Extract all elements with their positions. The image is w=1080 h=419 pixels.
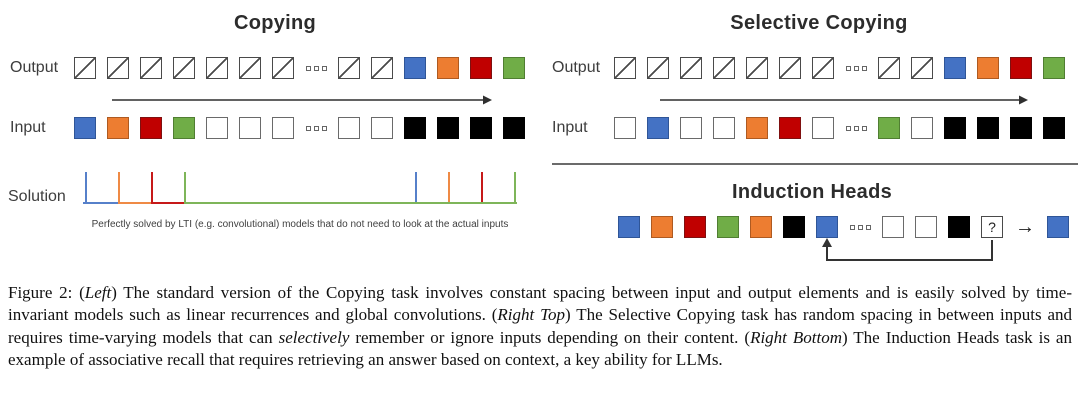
blank-token (206, 117, 228, 139)
token-green (1043, 57, 1065, 79)
caption-segment-italic: Right Top (497, 305, 565, 325)
solution-spike-green (184, 172, 186, 202)
token-green (717, 216, 739, 238)
ellipsis-dot (866, 225, 871, 230)
caption-segment: Figure 2: ( (8, 283, 85, 302)
solution-spike-blue (415, 172, 417, 202)
blank-token (614, 117, 636, 139)
ellipsis-dot (854, 66, 859, 71)
copy-direction-arrow-right (660, 96, 1028, 105)
ellipsis-dot (306, 126, 311, 131)
copying-title: Copying (233, 12, 317, 34)
masked-output-token (338, 57, 360, 79)
solution-label: Solution (8, 188, 66, 205)
solution-spike-orange (118, 172, 120, 202)
token-blue (74, 117, 96, 139)
masked-output-token (239, 57, 261, 79)
query-token: ? (981, 216, 1003, 238)
ellipsis-dot (862, 126, 867, 131)
caption-segment: remember or ignore inputs depending on their content. ( (349, 327, 751, 347)
masked-output-token (680, 57, 702, 79)
ellipsis-dots (845, 126, 867, 131)
masked-output-token (746, 57, 768, 79)
solution-baseline-blue (83, 202, 118, 204)
token-blue (618, 216, 640, 238)
caption-segment-italic: selectively (278, 327, 350, 347)
blank-token (915, 216, 937, 238)
blank-token (882, 216, 904, 238)
caption-segment: ) The Induction Heads task is an example of associative recall that requires retrieving an answer based on context, a key ability for LLMs. (8, 327, 1072, 370)
solution-baseline-red (151, 202, 184, 204)
ellipsis-dot (846, 66, 851, 71)
masked-output-token (206, 57, 228, 79)
token-green (503, 57, 525, 79)
token-black (948, 216, 970, 238)
token-green (878, 117, 900, 139)
maps-to-arrow-icon: → (1015, 216, 1035, 238)
token-black (783, 216, 805, 238)
solution-spike-green (514, 172, 516, 202)
token-black (977, 117, 999, 139)
blank-token (812, 117, 834, 139)
token-blue (404, 57, 426, 79)
masked-output-token (812, 57, 834, 79)
token-orange (107, 117, 129, 139)
token-red (470, 57, 492, 79)
blank-token (338, 117, 360, 139)
ellipsis-dot (854, 126, 859, 131)
masked-output-token (272, 57, 294, 79)
token-orange (746, 117, 768, 139)
right-output-sequence (614, 57, 1065, 79)
ellipsis-dots (845, 66, 867, 71)
right-input-label: Input (552, 119, 588, 136)
masked-output-token (173, 57, 195, 79)
ellipsis-dots (305, 126, 327, 131)
ellipsis-dot (314, 66, 319, 71)
ellipsis-dot (322, 126, 327, 131)
blank-token (713, 117, 735, 139)
token-red (1010, 57, 1032, 79)
blank-token (680, 117, 702, 139)
right-output-label: Output (552, 59, 601, 76)
token-blue (816, 216, 838, 238)
solution-spike-red (151, 172, 153, 202)
token-blue (647, 117, 669, 139)
ellipsis-dot (306, 66, 311, 71)
figure-caption (8, 282, 1072, 372)
token-red (684, 216, 706, 238)
induction-heads-title: Induction Heads (731, 181, 893, 203)
token-black (437, 117, 459, 139)
blank-token (239, 117, 261, 139)
copy-direction-arrow-left (112, 96, 492, 105)
masked-output-token (911, 57, 933, 79)
token-black (503, 117, 525, 139)
induction-sequence (618, 216, 1069, 238)
lti-note: Perfectly solved by LTI (e.g. convolutional) models that do not need to look at the actual inputs (91, 219, 509, 230)
masked-output-token (713, 57, 735, 79)
masked-output-token (371, 57, 393, 79)
right-input-sequence (614, 117, 1065, 139)
token-red (779, 117, 801, 139)
left-input-sequence (74, 117, 525, 139)
ellipsis-dot (858, 225, 863, 230)
ellipsis-dots (849, 225, 871, 230)
ellipsis-dot (314, 126, 319, 131)
ellipsis-dot (862, 66, 867, 71)
ellipsis-dot (322, 66, 327, 71)
solution-baseline-green (184, 202, 517, 204)
blank-token (371, 117, 393, 139)
blank-token (911, 117, 933, 139)
token-black (404, 117, 426, 139)
solution-spike-blue (85, 172, 87, 202)
token-blue (1047, 216, 1069, 238)
caption-segment-italic: Right Bottom (750, 327, 842, 347)
solution-plot (83, 168, 519, 204)
selective-copying-title: Selective Copying (730, 12, 908, 34)
token-orange (977, 57, 999, 79)
ellipsis-dot (846, 126, 851, 131)
token-red (140, 117, 162, 139)
ellipsis-dot (850, 225, 855, 230)
caption-segment: ) The standard version of the Copying task involves constant spacing between input and output elements and is easily solved by time-invariant models such as linear recurrences and global convolutions. ( (8, 283, 1072, 325)
masked-output-token (140, 57, 162, 79)
token-black (944, 117, 966, 139)
token-blue (944, 57, 966, 79)
left-output-label: Output (10, 59, 59, 76)
solution-spike-red (481, 172, 483, 202)
token-orange (437, 57, 459, 79)
masked-output-token (74, 57, 96, 79)
blank-token (272, 117, 294, 139)
masked-output-token (779, 57, 801, 79)
caption-segment-italic: Left (84, 283, 112, 302)
masked-output-token (647, 57, 669, 79)
solution-spike-orange (448, 172, 450, 202)
left-output-sequence (74, 57, 525, 79)
induction-recall-arrow (822, 238, 992, 260)
token-orange (750, 216, 772, 238)
masked-output-token (614, 57, 636, 79)
left-input-label: Input (10, 119, 46, 136)
token-black (1043, 117, 1065, 139)
ellipsis-dots (305, 66, 327, 71)
masked-output-token (878, 57, 900, 79)
solution-baseline-orange (118, 202, 151, 204)
token-black (1010, 117, 1032, 139)
caption-segment: ) The Selective Copying task has random spacing in between inputs and requires time-varying models that can (8, 305, 1072, 347)
masked-output-token (107, 57, 129, 79)
token-green (173, 117, 195, 139)
token-orange (651, 216, 673, 238)
token-black (470, 117, 492, 139)
